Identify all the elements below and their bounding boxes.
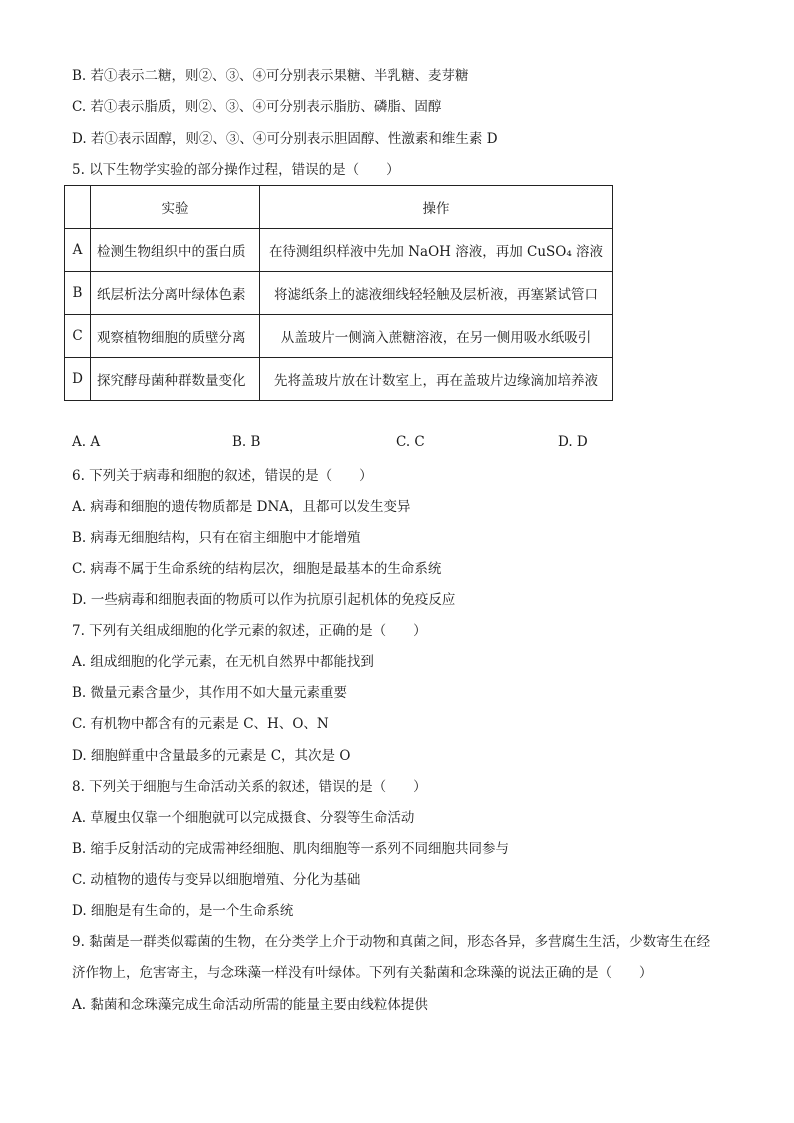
- table-header-row: [65, 186, 613, 229]
- q7-option-a: A. 组成细胞的化学元素，在无机自然界中都能找到: [72, 654, 374, 670]
- q7-option-b: B. 微量元素含量少，其作用不如大量元素重要: [72, 685, 348, 701]
- q4-option-d: D. 若①表示固醇，则②、③、④可分别表示胆固醇、性激素和维生素 D: [72, 131, 498, 147]
- table-row: [65, 358, 613, 401]
- q5-option-b: B. B: [232, 434, 261, 450]
- row-experiment: 检测生物组织中的蛋白质: [91, 229, 260, 272]
- row-letter: D: [65, 358, 91, 401]
- row-experiment: 探究酵母菌种群数量变化: [91, 358, 260, 401]
- row-operation: 在待测组织样液中先加 NaOH 溶液，再加 CuSO₄ 溶液: [260, 229, 613, 272]
- q5-option-a: A. A: [72, 434, 101, 450]
- q8-option-b: B. 缩手反射活动的完成需神经细胞、肌肉细胞等一系列不同细胞共同参与: [72, 841, 510, 857]
- q8-stem: 8. 下列关于细胞与生命活动关系的叙述，错误的是（ ）: [72, 779, 427, 795]
- table-header-blank: [65, 186, 91, 229]
- q5-options: [72, 434, 612, 454]
- q8-option-a: A. 草履虫仅靠一个细胞就可以完成摄食、分裂等生命活动: [72, 810, 415, 826]
- row-letter: B: [65, 272, 91, 315]
- q8-option-d: D. 细胞是有生命的，是一个生命系统: [72, 903, 294, 919]
- q9-option-a: A. 黏菌和念珠藻完成生命活动所需的能量主要由线粒体提供: [72, 997, 428, 1013]
- row-experiment: 观察植物细胞的质壁分离: [91, 315, 260, 358]
- q4-option-c: C. 若①表示脂质，则②、③、④可分别表示脂肪、磷脂、固醇: [72, 99, 442, 115]
- experiment-table: [64, 185, 613, 401]
- row-operation: 从盖玻片一侧滴入蔗糖溶液，在另一侧用吸水纸吸引: [260, 315, 613, 358]
- q5-option-d: D. D: [558, 434, 588, 450]
- table-row: [65, 272, 613, 315]
- q7-stem: 7. 下列有关组成细胞的化学元素的叙述，正确的是（ ）: [72, 623, 427, 639]
- q7-option-d: D. 细胞鲜重中含量最多的元素是 C，其次是 O: [72, 748, 351, 764]
- q5-option-c: C. C: [396, 434, 425, 450]
- q4-option-b: B. 若①表示二糖，则②、③、④可分别表示果糖、半乳糖、麦芽糖: [72, 68, 469, 84]
- q6-stem: 6. 下列关于病毒和细胞的叙述，错误的是（ ）: [72, 468, 373, 484]
- q9-stem: 9. 黏菌是一群类似霉菌的生物，在分类学上介于动物和真菌之间，形态各异，多营腐生生活，少数寄生在经济作物上，危害寄主，与念珠藻一样没有叶绿体。下列有关黏菌和念珠藻的说法正确的是（ ）: [72, 934, 711, 981]
- row-operation: 先将盖玻片放在计数室上，再在盖玻片边缘滴加培养液: [260, 358, 613, 401]
- row-letter: A: [65, 229, 91, 272]
- q6-option-d: D. 一些病毒和细胞表面的物质可以作为抗原引起机体的免疫反应: [72, 592, 456, 608]
- q6-option-c: C. 病毒不属于生命系统的结构层次，细胞是最基本的生命系统: [72, 561, 442, 577]
- table-row: [65, 229, 613, 272]
- row-experiment: 纸层析法分离叶绿体色素: [91, 272, 260, 315]
- row-operation: 将滤纸条上的滤液细线轻轻触及层析液，再塞紧试管口: [260, 272, 613, 315]
- table-header-experiment: 实验: [91, 186, 260, 229]
- row-letter: C: [65, 315, 91, 358]
- table-row: [65, 315, 613, 358]
- q7-option-c: C. 有机物中都含有的元素是 C、H、O、N: [72, 716, 329, 732]
- q6-option-a: A. 病毒和细胞的遗传物质都是 DNA，且都可以发生变异: [72, 499, 411, 515]
- q6-option-b: B. 病毒无细胞结构，只有在宿主细胞中才能增殖: [72, 530, 361, 546]
- q5-stem: 5. 以下生物学实验的部分操作过程，错误的是（ ）: [72, 162, 400, 178]
- q8-option-c: C. 动植物的遗传与变异以细胞增殖、分化为基础: [72, 872, 361, 888]
- table-header-operation: 操作: [260, 186, 613, 229]
